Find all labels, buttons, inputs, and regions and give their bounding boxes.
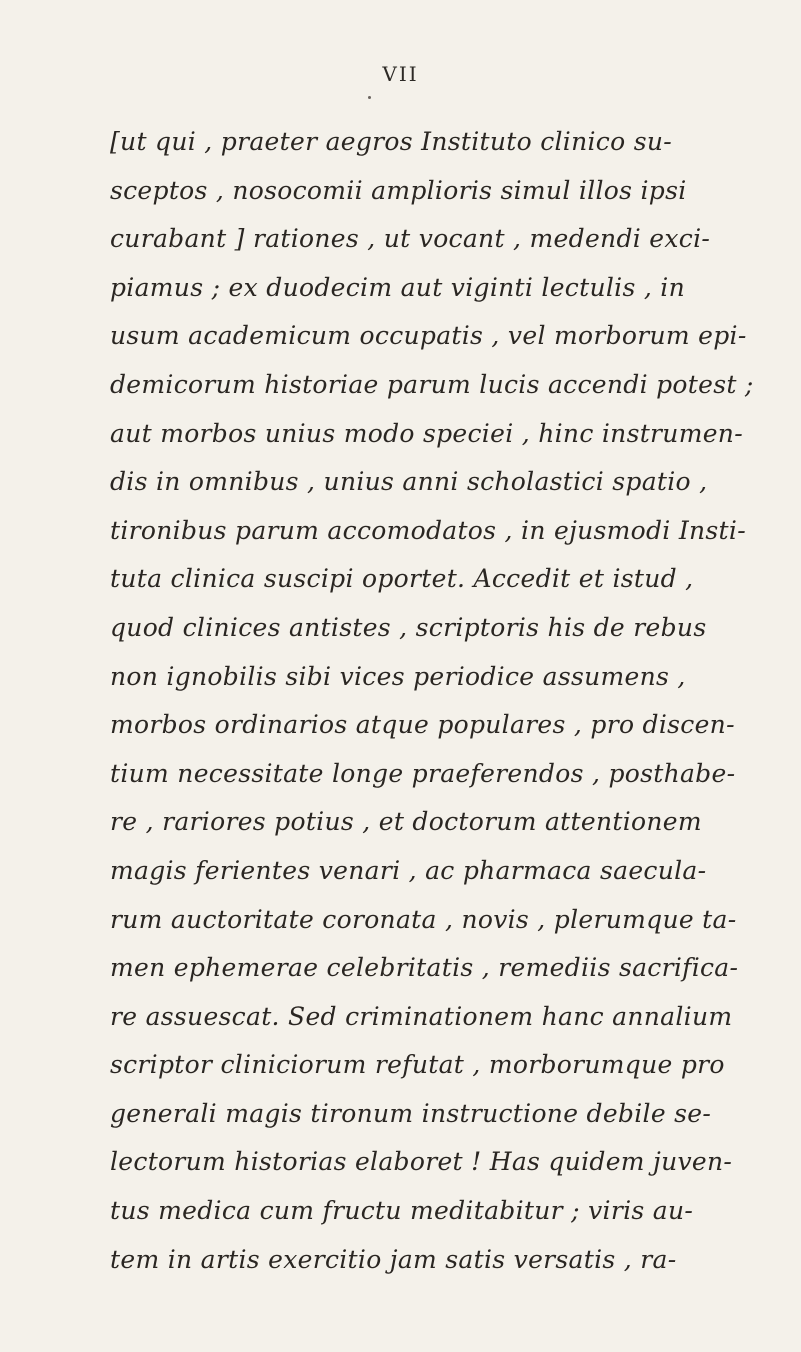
text-line: lectorum historias elaboret ! Has quidem juven- xyxy=(110,1147,733,1177)
text-line: morbos ordinarios atque populares , pro discen- xyxy=(110,710,735,740)
text-line: demicorum historiae parum lucis accendi potest ; xyxy=(110,369,754,399)
text-line: tium necessitate longe praeferendos , posthabe- xyxy=(110,758,736,788)
text-line: tuta clinica suscipi oportet. Accedit et istud , xyxy=(110,564,694,594)
text-line: dis in omnibus , unius anni scholastici spatio , xyxy=(110,467,708,497)
text-line: curabant ] rationes , ut vocant , medendi exci- xyxy=(110,224,711,254)
text-line: tironibus parum accomodatos , in ejusmodi Insti- xyxy=(110,515,746,545)
text-line: quod clinices antistes , scriptoris his de rebus xyxy=(110,612,707,642)
text-line: non ignobilis sibi vices periodice assumens , xyxy=(110,661,686,691)
text-line: rum auctoritate coronata , novis , plerumque ta- xyxy=(110,904,737,934)
text-line: re , rariores potius , et doctorum attentionem xyxy=(110,807,702,837)
page-number: VII xyxy=(382,62,419,86)
text-line: magis ferientes venari , ac pharmaca saecula- xyxy=(110,855,707,885)
printer-mark xyxy=(368,96,371,99)
text-line: [ut qui , praeter aegros Instituto clinico su- xyxy=(110,127,672,156)
text-line: tem in artis exercitio jam satis versatis , ra- xyxy=(110,1244,677,1274)
body-text xyxy=(110,118,754,1284)
text-line: generali magis tironum instructione debile se- xyxy=(110,1098,712,1128)
text-line: aut morbos unius modo speciei , hinc instrumen- xyxy=(110,418,743,448)
text-line: re assuescat. Sed criminationem hanc annalium xyxy=(110,1001,733,1031)
text-line: sceptos , nosocomii amplioris simul illos ipsi xyxy=(110,175,687,205)
text-line: scriptor cliniciorum refutat , morborumque pro xyxy=(110,1050,725,1080)
text-line: tus medica cum fructu meditabitur ; viris au- xyxy=(110,1196,694,1226)
text-line: men ephemerae celebritatis , remediis sacrifica- xyxy=(110,953,739,983)
text-line: piamus ; ex duodecim aut viginti lectulis , in xyxy=(110,272,686,302)
text-line: usum academicum occupatis , vel morborum epi- xyxy=(110,321,747,351)
